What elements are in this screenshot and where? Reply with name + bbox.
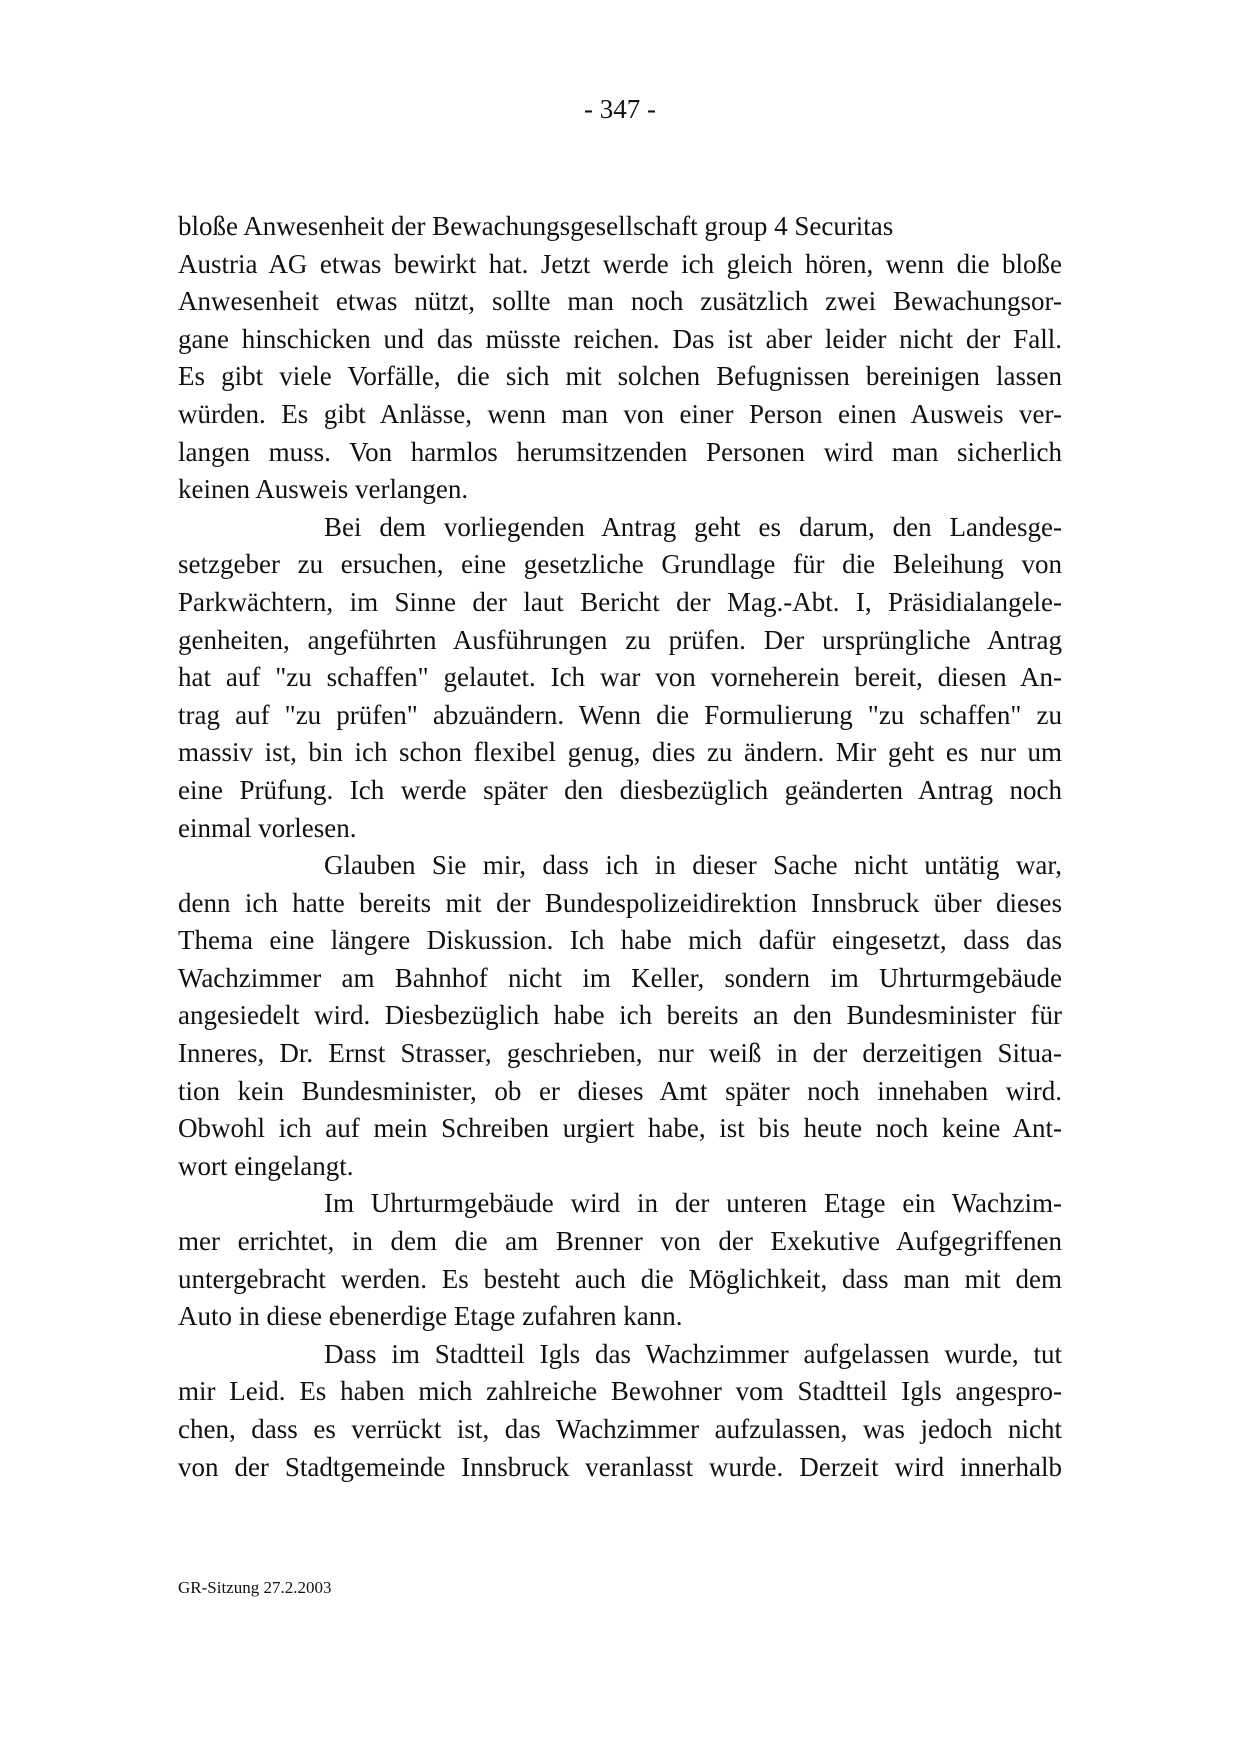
text-line: angesiedelt wird. Diesbezüglich habe ich bereits an den Bundesminister für xyxy=(178,1000,1062,1031)
text-line: Obwohl ich auf mein Schreiben urgiert habe, ist bis heute noch keine Ant- xyxy=(178,1113,1062,1144)
text-line: genheiten, angeführten Ausführungen zu prüfen. Der ursprüngliche Antrag xyxy=(178,624,1062,655)
text-line: Auto in diese ebenerdige Etage zufahren kann. xyxy=(178,1301,683,1332)
text-line: Austria AG etwas bewirkt hat. Jetzt werde ich gleich hören, wenn die bloße xyxy=(178,248,1062,279)
text-line: untergebracht werden. Es besteht auch die Möglichkeit, dass man mit dem xyxy=(178,1263,1062,1294)
text-line: eine Prüfung. Ich werde später den diesbezüglich geänderten Antrag noch xyxy=(178,774,1062,805)
text-line: langen muss. Von harmlos herumsitzenden Personen wird man sicherlich xyxy=(178,436,1062,467)
text-line-indented: Glauben Sie mir, dass ich in dieser Sache nicht untätig war, xyxy=(324,850,1062,881)
text-line: einmal vorlesen. xyxy=(178,812,357,843)
text-line: Thema eine längere Diskussion. Ich habe mich dafür eingesetzt, dass das xyxy=(178,925,1062,956)
text-line: massiv ist, bin ich schon flexibel genug, dies zu ändern. Mir geht es nur um xyxy=(178,737,1062,768)
text-line: gane hinschicken und das müsste reichen. Das ist aber leider nicht der Fall. xyxy=(178,323,1062,354)
text-line: Wachzimmer am Bahnhof nicht im Keller, sondern im Uhrturmgebäude xyxy=(178,962,1062,993)
page-number: - 347 - xyxy=(584,94,656,124)
text-line: wort eingelangt. xyxy=(178,1150,354,1181)
text-line: keinen Ausweis verlangen. xyxy=(178,474,469,505)
text-line: mer errichtet, in dem die am Brenner von der Exekutive Aufgegriffenen xyxy=(178,1226,1062,1257)
text-line: Anwesenheit etwas nützt, sollte man noch zusätzlich zwei Bewachungsor- xyxy=(178,286,1062,317)
text-line: Parkwächtern, im Sinne der laut Bericht der Mag.-Abt. I, Präsidialangele- xyxy=(178,586,1062,617)
text-line: chen, dass es verrückt ist, das Wachzimmer aufzulassen, was jedoch nicht xyxy=(178,1414,1062,1444)
text-line-indented: Bei dem vorliegenden Antrag geht es darum, den Landesge- xyxy=(324,511,1062,542)
text-line: trag auf "zu prüfen" abzuändern. Wenn die Formulierung "zu schaffen" zu xyxy=(178,699,1062,730)
text-line: setzgeber zu ersuchen, eine gesetzliche Grundlage für die Beleihung von xyxy=(178,549,1062,580)
text-line: würden. Es gibt Anlässe, wenn man von einer Person einen Ausweis ver- xyxy=(178,398,1062,429)
text-line-indented: Im Uhrturmgebäude wird in der unteren Etage ein Wachzim- xyxy=(324,1188,1062,1219)
text-line: hat auf "zu schaffen" gelautet. Ich war von vorneherein bereit, diesen An- xyxy=(178,662,1062,693)
text-line: bloße Anwesenheit der Bewachungsgesellschaft group 4 Securitas xyxy=(178,211,894,241)
footer-session-date: GR-Sitzung 27.2.2003 xyxy=(178,1578,332,1597)
body-text xyxy=(178,208,1062,1486)
text-line: Es gibt viele Vorfälle, die sich mit solchen Befugnissen bereinigen lassen xyxy=(178,361,1062,392)
text-line: denn ich hatte bereits mit der Bundespolizeidirektion Innsbruck über dieses xyxy=(178,887,1062,918)
text-line: mir Leid. Es haben mich zahlreiche Bewohner vom Stadtteil Igls angespro- xyxy=(178,1376,1062,1407)
text-line: Inneres, Dr. Ernst Strasser, geschrieben, nur weiß in der derzeitigen Situa- xyxy=(178,1038,1062,1069)
text-line: von der Stadtgemeinde Innsbruck veranlasst wurde. Derzeit wird innerhalb xyxy=(178,1451,1062,1482)
text-line: tion kein Bundesminister, ob er dieses Amt später noch innehaben wird. xyxy=(178,1075,1062,1106)
text-line-indented: Dass im Stadtteil Igls das Wachzimmer aufgelassen wurde, tut xyxy=(324,1338,1062,1369)
